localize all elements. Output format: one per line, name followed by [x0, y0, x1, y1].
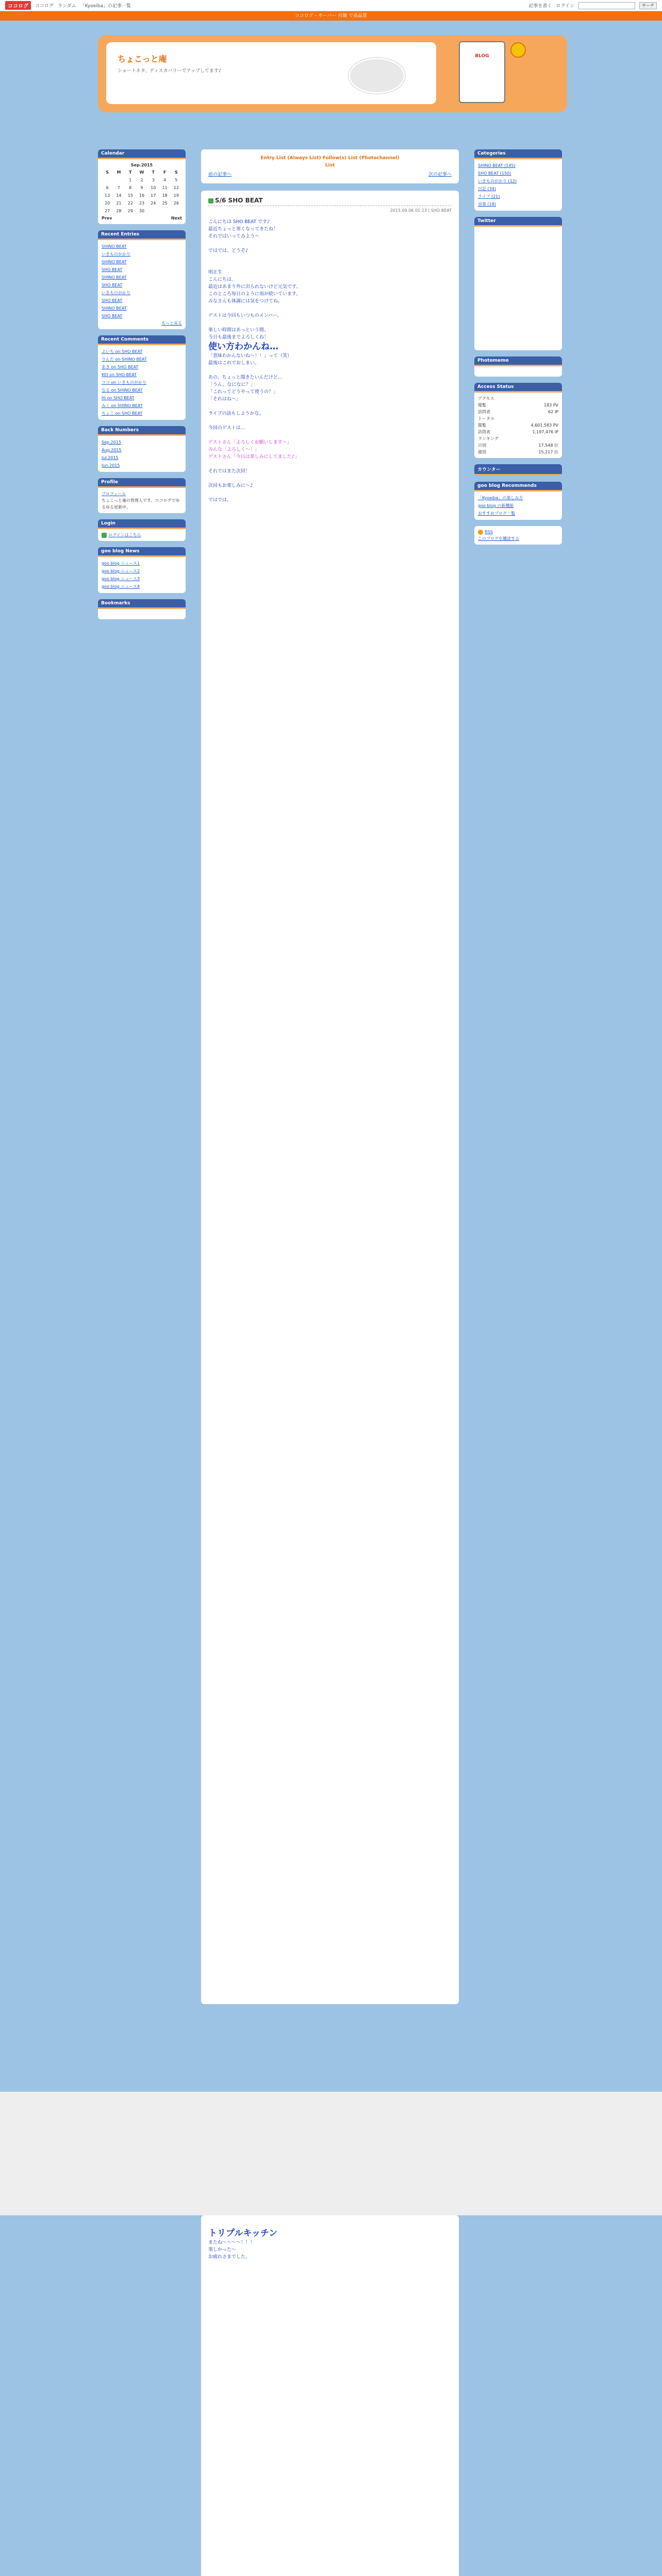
entry-paragraph: それではいってみよう〜	[208, 234, 260, 239]
access-value: 183 PV	[543, 403, 558, 408]
access-row	[478, 422, 558, 429]
blog-signboard: BLOG	[459, 41, 505, 103]
recent-comment-link[interactable]: りんた on SHINO BEAT	[102, 357, 147, 362]
access-label: 週別	[478, 450, 486, 454]
calendar-day[interactable]: 5	[175, 178, 178, 182]
entry-paragraph	[208, 403, 452, 410]
entry-paragraph: 最近ちょっと寒くなってきたね！	[208, 227, 278, 232]
bookmarks-box	[98, 599, 186, 619]
list-item	[102, 258, 182, 266]
calendar-day[interactable]: 19	[173, 193, 179, 198]
list-item	[102, 462, 182, 469]
login-heading: Login	[98, 519, 186, 529]
list-item	[102, 560, 182, 567]
top-toolbar	[0, 0, 662, 11]
recent-entry-link[interactable]: SHO BEAT	[102, 267, 123, 272]
entry-paragraph: それではまた次回！	[208, 469, 251, 474]
access-value: 17,548 位	[538, 443, 558, 448]
entry-paragraph: 「これってどうやって使うの？」	[208, 389, 278, 395]
entry-paragraph: こんにちは。	[208, 277, 237, 282]
entry-paragraph: お疲れさまでした。	[208, 2255, 251, 2260]
list-item	[102, 304, 182, 312]
profile-text: ちょこっと庵の管理人です。ココログでゆるゆる更新中。	[102, 498, 180, 510]
list-item	[102, 438, 182, 446]
recent-comment-link[interactable]: ぷいち on SHO BEAT	[102, 349, 143, 354]
calendar-day[interactable]: 25	[162, 201, 168, 206]
access-row	[478, 402, 558, 409]
calendar-day[interactable]: 23	[139, 201, 145, 206]
calendar-day[interactable]: 29	[127, 209, 133, 213]
entry-paragraph: ライブの話もしようかな。	[208, 411, 264, 416]
blog-header	[98, 35, 567, 112]
entry-list-sub[interactable]: List	[325, 163, 335, 168]
calendar-day[interactable]: 15	[127, 193, 133, 198]
category-link[interactable]: SHINO BEAT (145)	[478, 163, 516, 168]
access-label: 閲覧	[478, 403, 486, 408]
login-link[interactable]: ログイン	[556, 4, 574, 9]
calendar-weekday: W	[139, 170, 144, 175]
calendar-box	[98, 149, 186, 224]
profile-heading: Profile	[98, 478, 186, 488]
header-panel	[106, 42, 436, 104]
categories-box	[474, 149, 562, 211]
calendar-heading: Calendar	[98, 149, 186, 159]
ad-banner[interactable]: ココログ・サーバー 月額 で高品質	[0, 11, 662, 21]
recent-entry-link[interactable]: SHINO BEAT	[102, 260, 127, 264]
rss-link[interactable]: RSS	[485, 530, 493, 534]
entry-paragraph: 最後はこれでおしまい。	[208, 361, 260, 366]
entry-paragraph: 今日も最後までよろしくね！	[208, 335, 269, 340]
recent-entry-link[interactable]: SHO BEAT	[102, 298, 123, 303]
calendar-day[interactable]: 21	[116, 201, 122, 206]
access-row	[478, 409, 558, 415]
bookmarks-heading: Bookmarks	[98, 599, 186, 609]
entry-paragraph	[208, 319, 452, 327]
goo-news-heading: goo blog News	[98, 547, 186, 557]
goo-news-link[interactable]: goo blog ニュース4	[102, 584, 140, 589]
goo-recommend-box	[474, 482, 562, 520]
back-numbers-heading: Back Numbers	[98, 426, 186, 436]
access-row	[478, 442, 558, 449]
recent-entry-link[interactable]: いきものがかり	[102, 291, 130, 295]
entry-paragraph: 明正生	[208, 270, 223, 275]
calendar-day[interactable]: 24	[151, 201, 156, 206]
entry-paragraph: ではでは。	[208, 498, 232, 503]
login-box	[98, 519, 186, 541]
calendar-weekday: F	[163, 170, 167, 175]
photomemo-heading: Photomemo	[474, 357, 562, 366]
entry-paragraph: このところ毎日のように雨が続いています。	[208, 292, 301, 297]
recent-comment-link[interactable]: あき on SHO BEAT	[102, 365, 139, 369]
access-label: アクセス	[478, 396, 494, 401]
recent-comment-link[interactable]: Hi on SHO BEAT	[102, 396, 135, 400]
list-item	[102, 446, 182, 454]
entry-emphasis-2: トリプルキッチン	[208, 2228, 278, 2239]
access-label: トータル	[478, 416, 494, 421]
calendar-day[interactable]: 26	[173, 201, 179, 206]
list-item	[102, 289, 182, 297]
calendar-day[interactable]: 22	[127, 201, 133, 206]
login-link-side[interactable]: ログインはこちら	[108, 533, 141, 537]
calendar-day	[159, 207, 170, 215]
entry-date: 2015.09.06 01:23 | SHO BEAT	[390, 208, 452, 213]
calendar-day[interactable]: 11	[162, 185, 168, 190]
calendar-day[interactable]: 10	[151, 185, 156, 190]
goo-news-box	[98, 547, 186, 593]
entry-emphasis-1: 使い方わかんね…	[208, 342, 278, 352]
goo-recommend-link[interactable]: goo blog の新機能	[478, 503, 514, 508]
profile-link[interactable]: プロフィール	[102, 492, 126, 496]
recent-entry-link[interactable]: SHO BEAT	[102, 314, 123, 318]
calendar-day[interactable]: 1	[129, 178, 132, 182]
list-item	[478, 502, 558, 510]
access-label: 訪問者	[478, 430, 490, 434]
entry-paragraph	[208, 255, 452, 262]
entry-body-2	[208, 352, 452, 432]
entry-paragraph: 楽しかった〜	[208, 2247, 237, 2252]
goo-news-link[interactable]: goo blog ニュース1	[102, 561, 140, 566]
entry-paragraph: ゲストは今回もいつものメンバー。	[208, 313, 282, 318]
list-item	[102, 348, 182, 355]
list-item	[102, 266, 182, 274]
calendar-day	[113, 176, 124, 184]
list-item	[102, 243, 182, 250]
calendar-day[interactable]: 18	[162, 193, 168, 198]
category-link[interactable]: ライブ (21)	[478, 194, 500, 199]
twitter-box	[474, 217, 562, 350]
entry-paragraph: ゲストさん「よろしくお願いします〜」	[208, 440, 292, 445]
subscribe-link[interactable]: このブログを購読する	[478, 536, 519, 541]
calendar-weekday: T	[128, 170, 132, 175]
recent-comments-heading: Recent Comments	[98, 335, 186, 345]
calendar-prev[interactable]: Prev	[102, 216, 112, 221]
recent-more-link[interactable]: もっと見る	[161, 321, 182, 326]
recent-comment-link[interactable]: ココ on いきものがかり	[102, 380, 147, 385]
recent-entries-box	[98, 230, 186, 329]
entry-icon	[208, 198, 213, 204]
entry-paragraph: ゲストさん「今日は楽しみにしてました♪」	[208, 454, 300, 460]
access-row	[478, 429, 558, 435]
rss-icon	[478, 530, 483, 535]
entry-paragraph: こんにちは SHO BEAT です♪	[208, 219, 270, 225]
blog-title[interactable]: ちょこっと庵	[118, 54, 167, 64]
list-item	[478, 177, 558, 185]
login-icon	[102, 533, 107, 538]
list-item	[102, 297, 182, 304]
list-item	[478, 162, 558, 170]
recent-comment-link[interactable]: KEI on SHO BEAT	[102, 372, 137, 377]
entry-body-4	[208, 2239, 452, 2261]
access-row	[478, 449, 558, 455]
entry-paragraph	[208, 489, 452, 497]
profile-box	[98, 478, 186, 513]
calendar-day[interactable]: 4	[163, 178, 167, 182]
back-number-link[interactable]: Aug.2015	[102, 448, 122, 452]
list-item	[478, 494, 558, 502]
goo-recommend-heading: goo blog Recommends	[474, 482, 562, 492]
entry-paragraph: 今回のゲストは…	[208, 426, 245, 431]
entry-paragraph: 「それはね〜」	[208, 397, 241, 402]
entry-continuation	[201, 2215, 459, 2576]
counter-heading: カウンター	[474, 464, 562, 476]
calendar-table	[102, 168, 182, 215]
list-item	[102, 394, 182, 402]
access-row	[478, 395, 558, 402]
entry-paragraph	[208, 262, 452, 269]
recent-comment-link[interactable]: みく on SHINO BEAT	[102, 403, 143, 408]
goo-recommend-link[interactable]: 「Kyoeiba」の楽しみ方	[478, 496, 523, 500]
main-content	[201, 149, 459, 2011]
calendar-day[interactable]: 2	[140, 178, 143, 182]
photomemo-box	[474, 357, 562, 377]
list-item	[102, 386, 182, 394]
calendar-day	[171, 207, 182, 215]
category-link[interactable]: 音楽 (18)	[478, 202, 496, 207]
calendar-day[interactable]: 20	[105, 201, 110, 206]
rss-box	[474, 526, 562, 545]
entry-continuation-box	[201, 2215, 459, 2576]
goo-news-link[interactable]: goo blog ニュース2	[102, 569, 140, 573]
list-item	[102, 454, 182, 462]
entry-body-1	[208, 218, 452, 341]
recent-entries-heading: Recent Entries	[98, 230, 186, 240]
calendar-day	[147, 207, 159, 215]
recent-comment-link[interactable]: なる on SHINO BEAT	[102, 388, 143, 393]
entry-nav-box	[201, 149, 459, 183]
search-input[interactable]	[578, 2, 635, 9]
entry-pink-dialog	[208, 439, 452, 461]
entry-paragraph	[208, 240, 452, 247]
access-label: 日別	[478, 443, 486, 448]
access-value: 4,601,583 PV	[531, 423, 558, 428]
access-row	[478, 435, 558, 442]
twitter-heading: Twitter	[474, 217, 562, 227]
calendar-day[interactable]: 3	[152, 178, 155, 182]
list-item	[102, 312, 182, 320]
calendar-day[interactable]: 7	[117, 185, 120, 190]
category-link[interactable]: 日記 (34)	[478, 187, 496, 191]
entry-paragraph: みんな「よろしく〜！」	[208, 447, 260, 452]
list-item	[102, 583, 182, 590]
entry-paragraph	[208, 475, 452, 482]
back-number-link[interactable]: Sep.2015	[102, 440, 121, 445]
calendar-next[interactable]: Next	[171, 216, 182, 221]
recent-comments-box	[98, 335, 186, 420]
list-item	[102, 355, 182, 363]
calendar-day[interactable]: 16	[139, 193, 145, 198]
page-break-area	[0, 2092, 662, 2215]
flower-icon	[510, 42, 526, 58]
list-item	[102, 402, 182, 410]
category-link[interactable]: いきものがかり (12)	[478, 179, 517, 183]
top-link-random[interactable]: ランダム	[58, 4, 76, 9]
recent-entry-link[interactable]: SHINO BEAT	[102, 275, 127, 280]
entry-paragraph: 次回もお楽しみに〜♪	[208, 483, 253, 488]
list-item	[478, 200, 558, 208]
calendar-day[interactable]: 27	[105, 209, 110, 213]
list-item	[102, 274, 182, 281]
goo-recommend-link[interactable]: おすすめブログ一覧	[478, 511, 516, 516]
counter-box	[474, 464, 562, 476]
calendar-weekday: M	[117, 170, 121, 175]
entry-box	[201, 191, 459, 2004]
back-number-link[interactable]: Jun.2015	[102, 463, 120, 468]
recent-entry-link[interactable]: SHINO BEAT	[102, 306, 127, 311]
entry-paragraph	[208, 305, 452, 312]
access-label: ランキング	[478, 436, 499, 441]
list-item	[478, 185, 558, 193]
entry-paragraph: みなさんも体調には気をつけてね。	[208, 299, 283, 304]
entry-list-nav[interactable]: Entry List (Always List) Follow(s) List (Photochannel)	[260, 156, 400, 161]
recent-entry-link[interactable]: SHINO BEAT	[102, 244, 127, 249]
calendar-day[interactable]: 12	[173, 185, 179, 190]
calendar-day[interactable]: 17	[151, 193, 156, 198]
entry-title: S/6 SHO BEAT	[208, 196, 452, 206]
list-item	[478, 510, 558, 517]
entry-paragraph: またね〜〜〜〜！！！	[208, 2240, 255, 2245]
entry-paragraph: あの、ちょっと聞きたいんだけど…	[208, 375, 283, 380]
goo-news-link[interactable]: goo blog ニュース3	[102, 577, 140, 581]
calendar-day[interactable]: 6	[106, 185, 109, 190]
list-item	[102, 567, 182, 575]
entry-paragraph	[208, 417, 452, 425]
calendar-month: Sep.2015	[130, 163, 153, 167]
cocolog-logo[interactable]: ココログ	[5, 1, 31, 10]
list-item	[102, 410, 182, 417]
calendar-weekday: S	[106, 170, 109, 175]
calendar-day[interactable]: 28	[116, 209, 122, 213]
access-heading: Access Status	[474, 383, 562, 393]
access-value: 1,197,476 IP	[532, 430, 558, 434]
list-item	[478, 170, 558, 177]
calendar-weekday: S	[174, 170, 178, 175]
back-number-link[interactable]: Jul.2015	[102, 455, 119, 460]
categories-heading: Categories	[474, 149, 562, 159]
list-item	[102, 575, 182, 583]
top-link-list[interactable]: 「Kyoeiba」の記事一覧	[80, 4, 131, 9]
list-item	[102, 379, 182, 386]
recent-comment-link[interactable]: ちょこ on SHO BEAT	[102, 411, 143, 416]
entry-paragraph: 「うん、なになに？」	[208, 382, 255, 387]
blog-description: ショートネタ、ディスカバリーでアップしてます♪	[118, 69, 222, 74]
access-value: 15,217 位	[538, 450, 558, 454]
list-item	[102, 250, 182, 258]
calendar-weekday: T	[152, 170, 155, 175]
next-entry-link[interactable]: 次の記事へ	[428, 172, 452, 177]
header-image	[349, 58, 405, 94]
list-item	[102, 363, 182, 371]
calendar-day	[102, 176, 113, 184]
category-link[interactable]: SHO BEAT (150)	[478, 171, 511, 176]
recent-entry-link[interactable]: SHO BEAT	[102, 283, 123, 287]
calendar-day[interactable]: 8	[129, 185, 132, 190]
calendar-day[interactable]: 30	[139, 209, 145, 213]
calendar-day[interactable]: 14	[116, 193, 122, 198]
access-value: 62 IP	[548, 410, 558, 414]
entry-paragraph: 最近はあまり外に出られないけど元気です。	[208, 284, 301, 290]
back-numbers-box	[98, 426, 186, 472]
access-label: 閲覧	[478, 423, 486, 428]
prev-entry-link[interactable]: 前の記事へ	[208, 172, 232, 177]
list-item	[102, 371, 182, 379]
left-sidebar	[98, 149, 186, 625]
access-row	[478, 415, 558, 422]
list-item	[478, 193, 558, 200]
right-sidebar	[474, 149, 562, 551]
write-link[interactable]: 記事を書く	[528, 4, 552, 9]
calendar-day[interactable]: 13	[105, 193, 110, 198]
calendar-day[interactable]: 9	[140, 185, 143, 190]
entry-body-3	[208, 468, 452, 504]
list-item	[102, 281, 182, 289]
entry-paragraph: 「意味わかんないね〜！！」って（笑）	[208, 353, 292, 359]
top-link-1[interactable]: ココログ	[35, 4, 54, 9]
search-button[interactable]: サーチ	[639, 2, 657, 9]
access-label: 訪問者	[478, 410, 490, 414]
access-box	[474, 383, 562, 458]
entry-paragraph	[208, 367, 452, 374]
entry-paragraph: 楽しい時間はあっという間。	[208, 328, 269, 333]
recent-entry-link[interactable]: いきものがかり	[102, 252, 130, 257]
entry-paragraph: ではでは、どうぞ♪	[208, 248, 249, 253]
